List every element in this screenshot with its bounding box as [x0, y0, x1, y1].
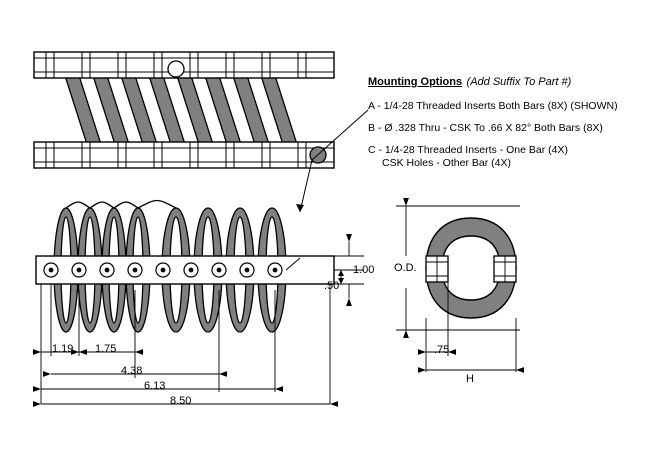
- dim-h: H: [466, 373, 474, 385]
- mounting-option-c: C - 1/4-28 Threaded Inserts - One Bar (4X): [368, 144, 568, 156]
- notes-heading: Mounting Options: [368, 76, 463, 88]
- dim-1-75: 1.75: [95, 343, 117, 355]
- dim-1-00: 1.00: [353, 264, 375, 276]
- mounting-option-a: A - 1/4-28 Threaded Inserts Both Bars (8X) (SHOWN): [368, 100, 618, 112]
- side-view: [396, 206, 520, 372]
- side-view-inner-loop: [442, 236, 500, 300]
- dim-0-75: .75: [434, 344, 450, 356]
- notes-heading-row: [368, 72, 646, 90]
- dim-1-19: 1.19: [52, 343, 74, 355]
- dim-4-38: 4.38: [121, 365, 143, 377]
- mounting-options-notes: [368, 72, 646, 169]
- notes-heading-suffix: (Add Suffix To Part #): [466, 76, 572, 88]
- top-view: [34, 52, 334, 168]
- front-view-insert-holes: [44, 263, 282, 277]
- dim-6-13: 6.13: [144, 380, 166, 392]
- front-view-bar: [36, 256, 334, 284]
- mounting-option-c-line2: CSK Holes - Other Bar (4X): [382, 157, 511, 169]
- dim-0-50: .50: [324, 280, 340, 292]
- mounting-option-b: B - Ø .328 Thru - CSK To .66 X 82° Both Bars (8X): [368, 122, 603, 134]
- dim-8-50: 8.50: [170, 395, 192, 407]
- top-view-lower-bar: [34, 142, 334, 168]
- front-view: [36, 201, 364, 405]
- top-view-upper-bar: [34, 52, 334, 78]
- dim-od: O.D.: [394, 262, 417, 274]
